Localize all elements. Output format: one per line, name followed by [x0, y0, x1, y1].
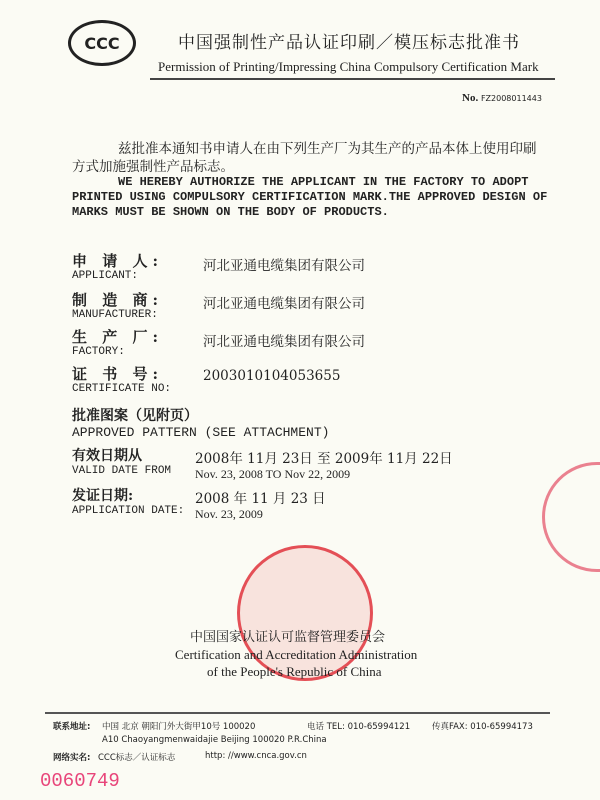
- intro-cn-1: 兹批准本通知书申请人在由下列生产厂为其生产的产品本体上使用印刷: [118, 141, 537, 157]
- serial-number: 0060749: [40, 770, 120, 792]
- applicant-value: 河北亚通电缆集团有限公司: [203, 258, 365, 274]
- factory-value: 河北亚通电缆集团有限公司: [203, 334, 365, 350]
- web-label: 网络实名:: [53, 753, 91, 763]
- applicant-label: 申 请 人:: [72, 252, 163, 270]
- manufacturer-value: 河北亚通电缆集团有限公司: [203, 296, 365, 312]
- no-value: FZ2008011443: [480, 94, 542, 103]
- address: 中国 北京 朝阳门外大街甲10号 100020: [102, 722, 256, 732]
- footer-divider: [45, 712, 550, 714]
- telephone: 电话 TEL: 010-65994121: [307, 722, 411, 732]
- document-number: [462, 92, 542, 104]
- issuer-cn: 中国国家认证认可监督管理委员会: [190, 630, 386, 645]
- valid-value: 2008年 11月 23日 至 2009年 11月 22日: [195, 451, 453, 467]
- issue-value: 2008 年 11 月 23 日: [195, 491, 326, 507]
- divider: [150, 78, 555, 80]
- manufacturer-label: 制 造 商:: [72, 291, 163, 309]
- factory-label-en: FACTORY:: [72, 346, 125, 358]
- certificate-value: 2003010104053655: [203, 368, 341, 384]
- valid-value-en: Nov. 23, 2008 TO Nov 22, 2009: [195, 467, 351, 481]
- issue-value-en: Nov. 23, 2009: [195, 507, 263, 521]
- factory-label: 生 产 厂:: [72, 328, 163, 346]
- intro-cn-2: 方式加施强制性产品标志。: [72, 159, 234, 175]
- intro-en-1: WE HEREBY AUTHORIZE THE APPLICANT IN THE FACTORY TO ADOPT: [118, 175, 529, 189]
- applicant-label-en: APPLICANT:: [72, 270, 139, 282]
- pattern-label-en: APPROVED PATTERN (SEE ATTACHMENT): [72, 425, 330, 440]
- ccc-logo: CCC: [68, 20, 136, 66]
- valid-label: 有效日期从: [72, 448, 142, 464]
- title-en: Permission of Printing/Impressing China Compulsory Certification Mark: [158, 59, 539, 74]
- certificate-label-en: CERTIFICATE NO:: [72, 383, 172, 395]
- issuer-en-2: of the People's Republic of China: [207, 664, 382, 679]
- intro-en-2: PRINTED USING COMPULSORY CERTIFICATION MARK.THE APPROVED DESIGN OF: [72, 190, 548, 204]
- manufacturer-label-en: MANUFACTURER:: [72, 309, 158, 321]
- issuer-en-1: Certification and Accreditation Administration: [175, 647, 418, 662]
- issue-label: 发证日期:: [72, 488, 134, 504]
- pattern-label: 批准图案（见附页）: [72, 408, 198, 424]
- no-label: No.: [462, 92, 479, 104]
- intro-en-3: MARKS MUST BE SHOWN ON THE BODY OF PRODUCTS.: [72, 205, 389, 219]
- website-link[interactable]: http: //www.cnca.gov.cn: [205, 751, 307, 761]
- web-name: CCC标志／认证标志: [98, 753, 176, 763]
- address-label: 联系地址:: [53, 722, 91, 732]
- title-cn: 中国强制性产品认证印刷／模压标志批准书: [178, 33, 520, 53]
- valid-label-en: VALID DATE FROM: [72, 465, 172, 477]
- address-en: A10 Chaoyangmenwaidajie Beijing 100020 P.R.China: [102, 735, 327, 745]
- fax: 传真FAX: 010-65994173: [432, 722, 533, 732]
- certificate-label: 证 书 号:: [72, 365, 163, 383]
- partial-seal: [542, 462, 600, 572]
- issue-label-en: APPLICATION DATE:: [72, 505, 185, 517]
